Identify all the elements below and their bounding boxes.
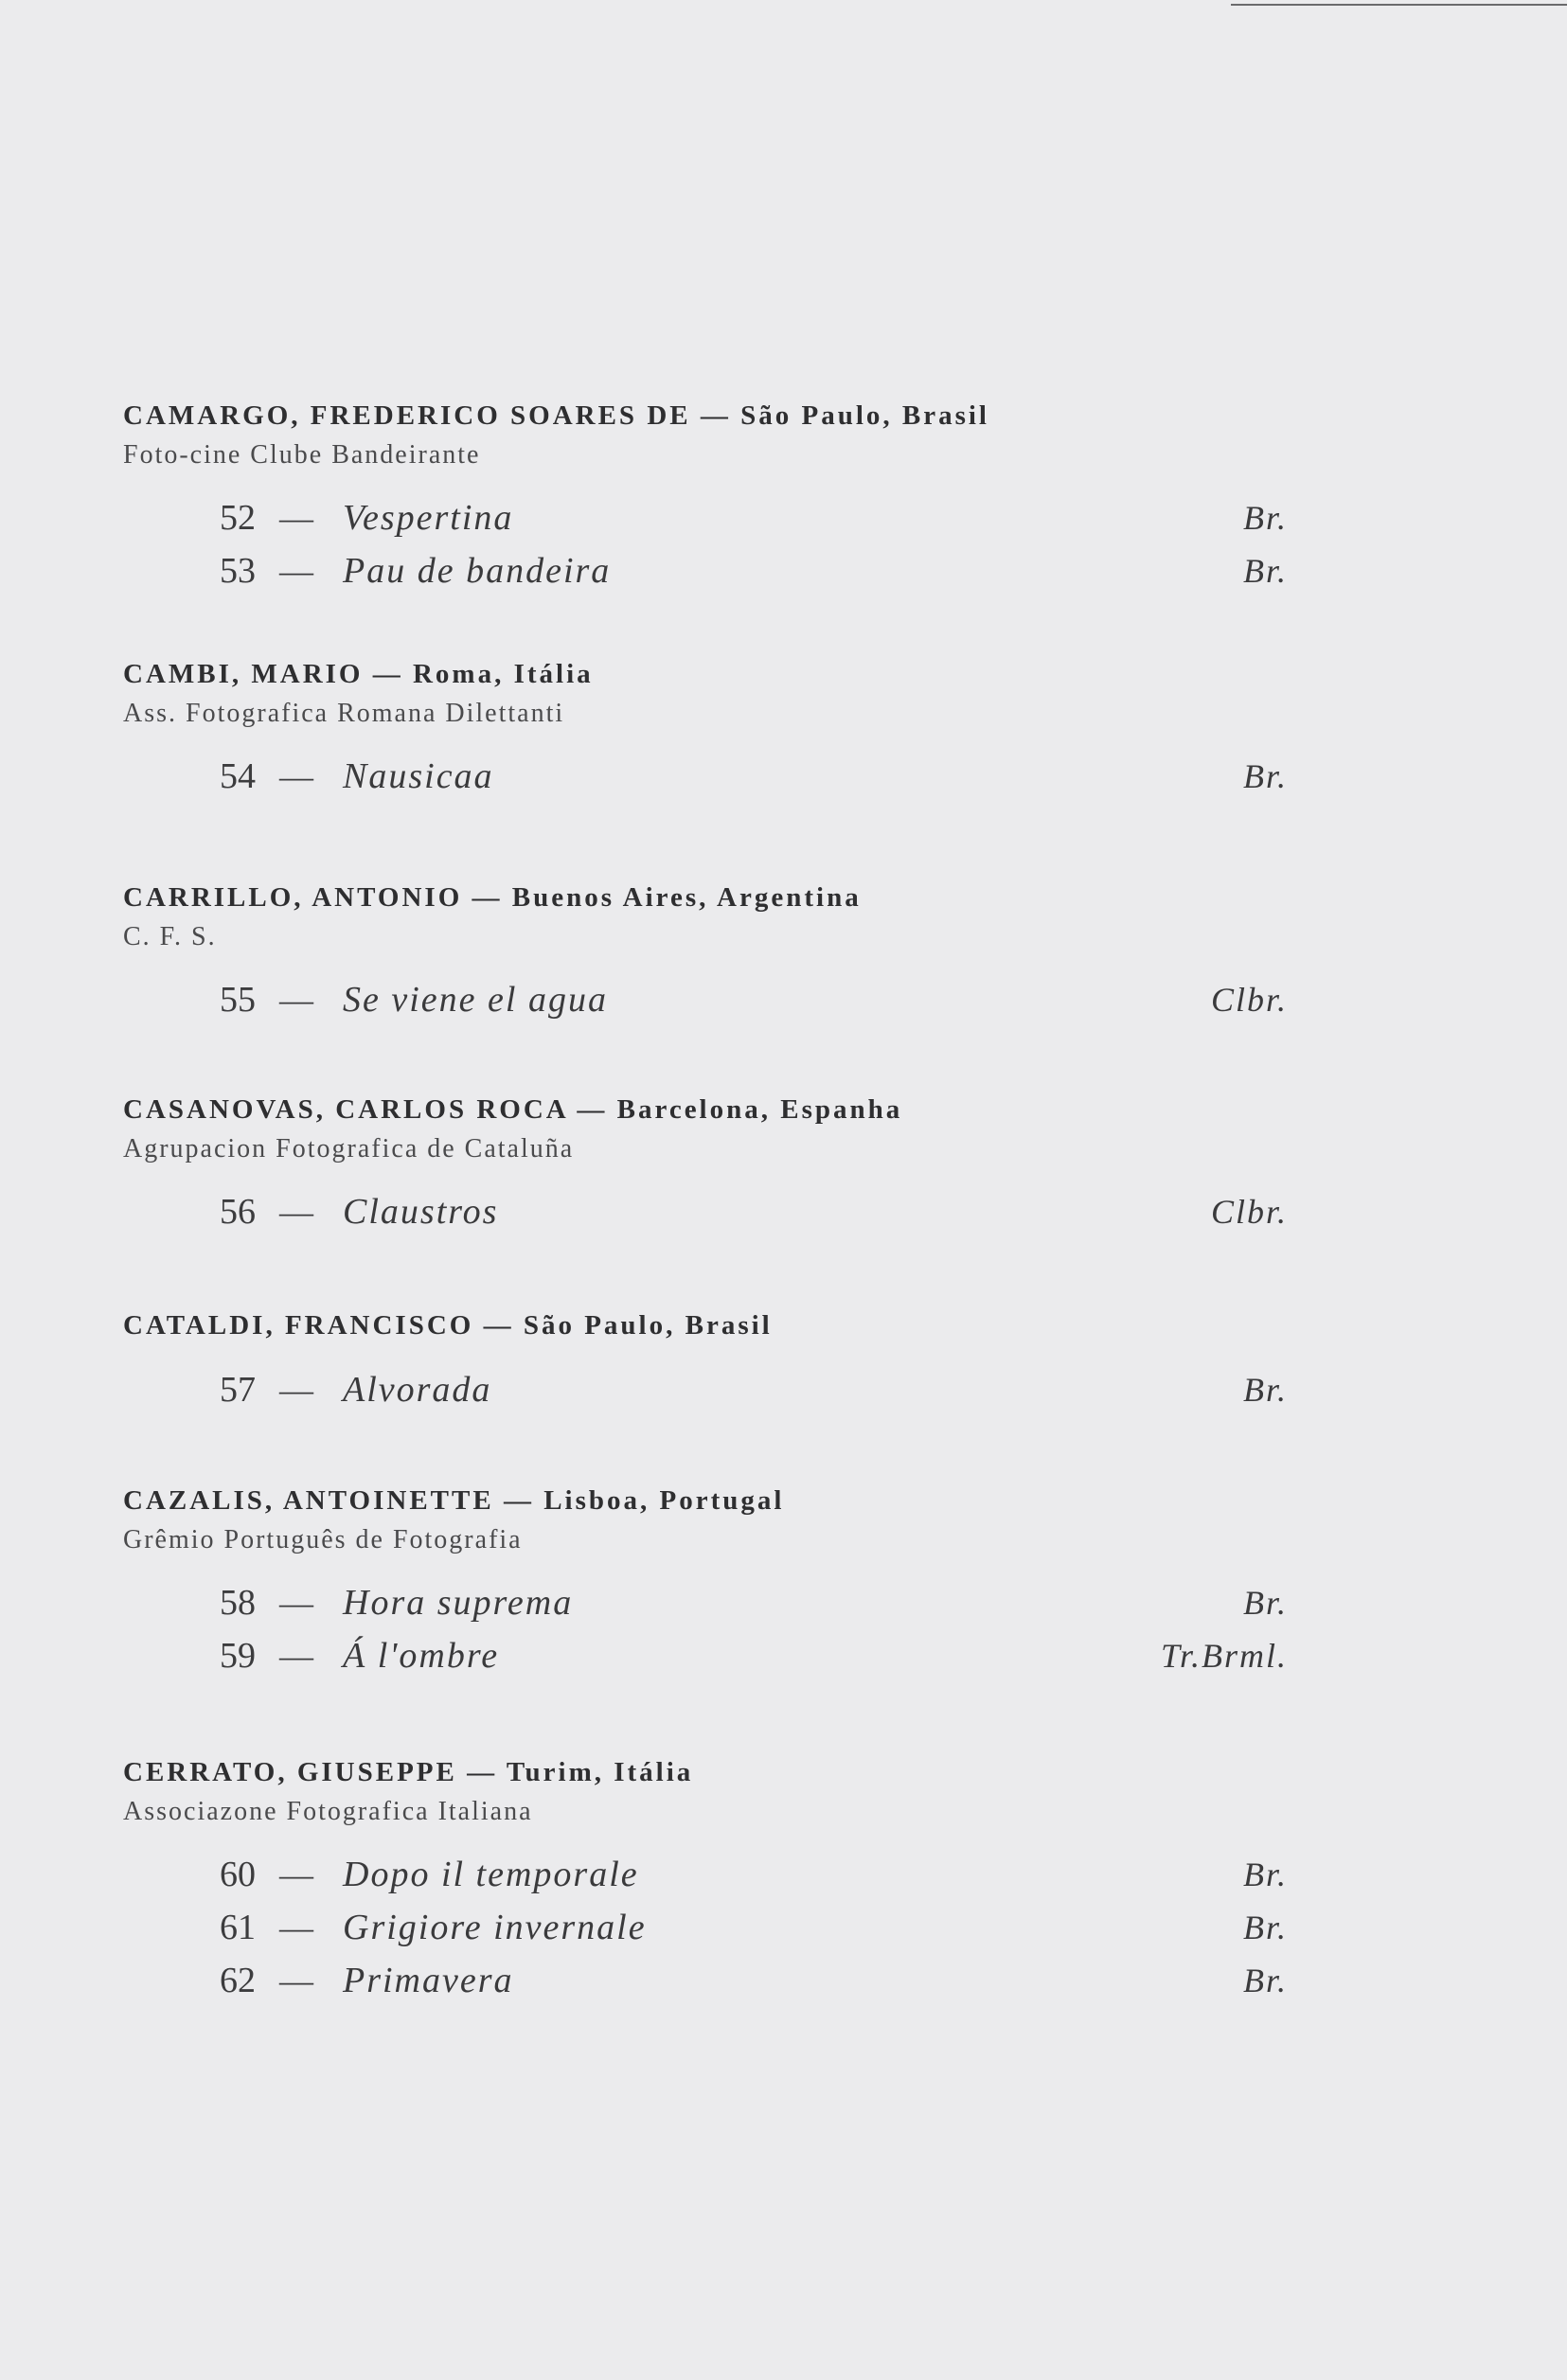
work-title: Alvorada: [343, 1370, 492, 1410]
work-item: [123, 1576, 1288, 1629]
work-number: 53: [220, 551, 256, 591]
exhibitor-name: CAMARGO, FREDERICO SOARES DE — São Paulo, Brasil: [123, 400, 989, 431]
work-process: Clbr.: [1210, 1193, 1288, 1231]
club-name: Foto-cine Clube Bandeirante: [123, 440, 481, 470]
work-title: Claustros: [343, 1192, 499, 1232]
exhibitor-name: CARRILLO, ANTONIO — Buenos Aires, Argentina: [123, 882, 862, 913]
works-list: [123, 1576, 1288, 1682]
work-item: [123, 1629, 1288, 1682]
work-number: 57: [220, 1370, 256, 1410]
work-number: 61: [220, 1908, 256, 1947]
work-title: Primavera: [343, 1961, 514, 2000]
work-dash: —: [279, 1637, 313, 1675]
work-item: [123, 1363, 1288, 1416]
work-process: Br.: [1242, 1584, 1288, 1622]
exhibitor-name: CERRATO, GIUSEPPE — Turim, Itália: [123, 1757, 694, 1787]
work-title: Nausicaa: [343, 756, 494, 796]
work-dash: —: [279, 1584, 313, 1622]
work-dash: —: [279, 1371, 313, 1409]
work-process: Br.: [1242, 757, 1288, 795]
club-name: Grêmio Português de Fotografia: [123, 1525, 523, 1554]
work-dash: —: [279, 1856, 313, 1893]
exhibitor-entry: [123, 1480, 1288, 1682]
work-number: 55: [220, 980, 256, 1020]
work-dash: —: [279, 1962, 313, 1999]
work-dash: —: [279, 552, 313, 590]
work-number: 62: [220, 1961, 256, 2000]
work-title: Se viene el agua: [343, 980, 608, 1020]
exhibitor-name: CASANOVAS, CARLOS ROCA — Barcelona, Espanha: [123, 1094, 903, 1125]
work-dash: —: [279, 757, 313, 795]
work-title: Hora suprema: [343, 1583, 574, 1623]
work-item: [123, 1185, 1288, 1238]
work-item: [123, 1954, 1288, 2007]
work-process: Tr.Brml.: [1160, 1637, 1288, 1675]
work-title: Grigiore invernale: [343, 1908, 647, 1947]
work-number: 52: [220, 498, 256, 538]
exhibitor-name: CAZALIS, ANTOINETTE — Lisboa, Portugal: [123, 1485, 785, 1516]
work-number: 56: [220, 1192, 256, 1232]
work-number: 54: [220, 756, 256, 796]
exhibitor-entry: [123, 1089, 1288, 1238]
works-list: [123, 750, 1288, 803]
work-title: Pau de bandeira: [343, 551, 612, 591]
work-item: [123, 544, 1288, 597]
exhibitor-entry: [123, 1305, 1288, 1416]
exhibitor-entry: [123, 395, 1288, 597]
club-name: Agrupacion Fotografica de Cataluña: [123, 1134, 575, 1163]
exhibitor-entry: [123, 1751, 1288, 2007]
work-process: Br.: [1242, 1962, 1288, 1999]
works-list: [123, 973, 1288, 1026]
exhibitor-name: CATALDI, FRANCISCO — São Paulo, Brasil: [123, 1310, 773, 1341]
work-dash: —: [279, 1193, 313, 1231]
work-title: Vespertina: [343, 498, 514, 538]
works-list: [123, 491, 1288, 597]
works-list: [123, 1363, 1288, 1416]
work-item: [123, 750, 1288, 803]
club-name: Ass. Fotografica Romana Dilettanti: [123, 699, 565, 728]
top-border-rule: [1231, 4, 1567, 6]
works-list: [123, 1848, 1288, 2007]
work-title: Dopo il temporale: [343, 1855, 639, 1894]
work-process: Br.: [1242, 552, 1288, 590]
work-number: 60: [220, 1855, 256, 1894]
exhibitor-entry: [123, 653, 1288, 803]
club-name: Associazone Fotografica Italiana: [123, 1797, 533, 1826]
exhibitor-entry: [123, 877, 1288, 1026]
work-number: 58: [220, 1583, 256, 1623]
work-process: Br.: [1242, 499, 1288, 537]
work-process: Br.: [1242, 1371, 1288, 1409]
work-process: Br.: [1242, 1856, 1288, 1893]
work-item: [123, 1901, 1288, 1954]
work-process: Br.: [1242, 1909, 1288, 1946]
work-item: [123, 1848, 1288, 1901]
work-process: Clbr.: [1210, 981, 1288, 1019]
works-list: [123, 1185, 1288, 1238]
work-number: 59: [220, 1636, 256, 1676]
work-dash: —: [279, 1909, 313, 1946]
exhibitor-name: CAMBI, MARIO — Roma, Itália: [123, 659, 594, 689]
work-dash: —: [279, 981, 313, 1019]
club-name: C. F. S.: [123, 922, 217, 951]
work-dash: —: [279, 499, 313, 537]
work-title: Á l'ombre: [343, 1636, 500, 1676]
work-item: [123, 491, 1288, 544]
work-item: [123, 973, 1288, 1026]
